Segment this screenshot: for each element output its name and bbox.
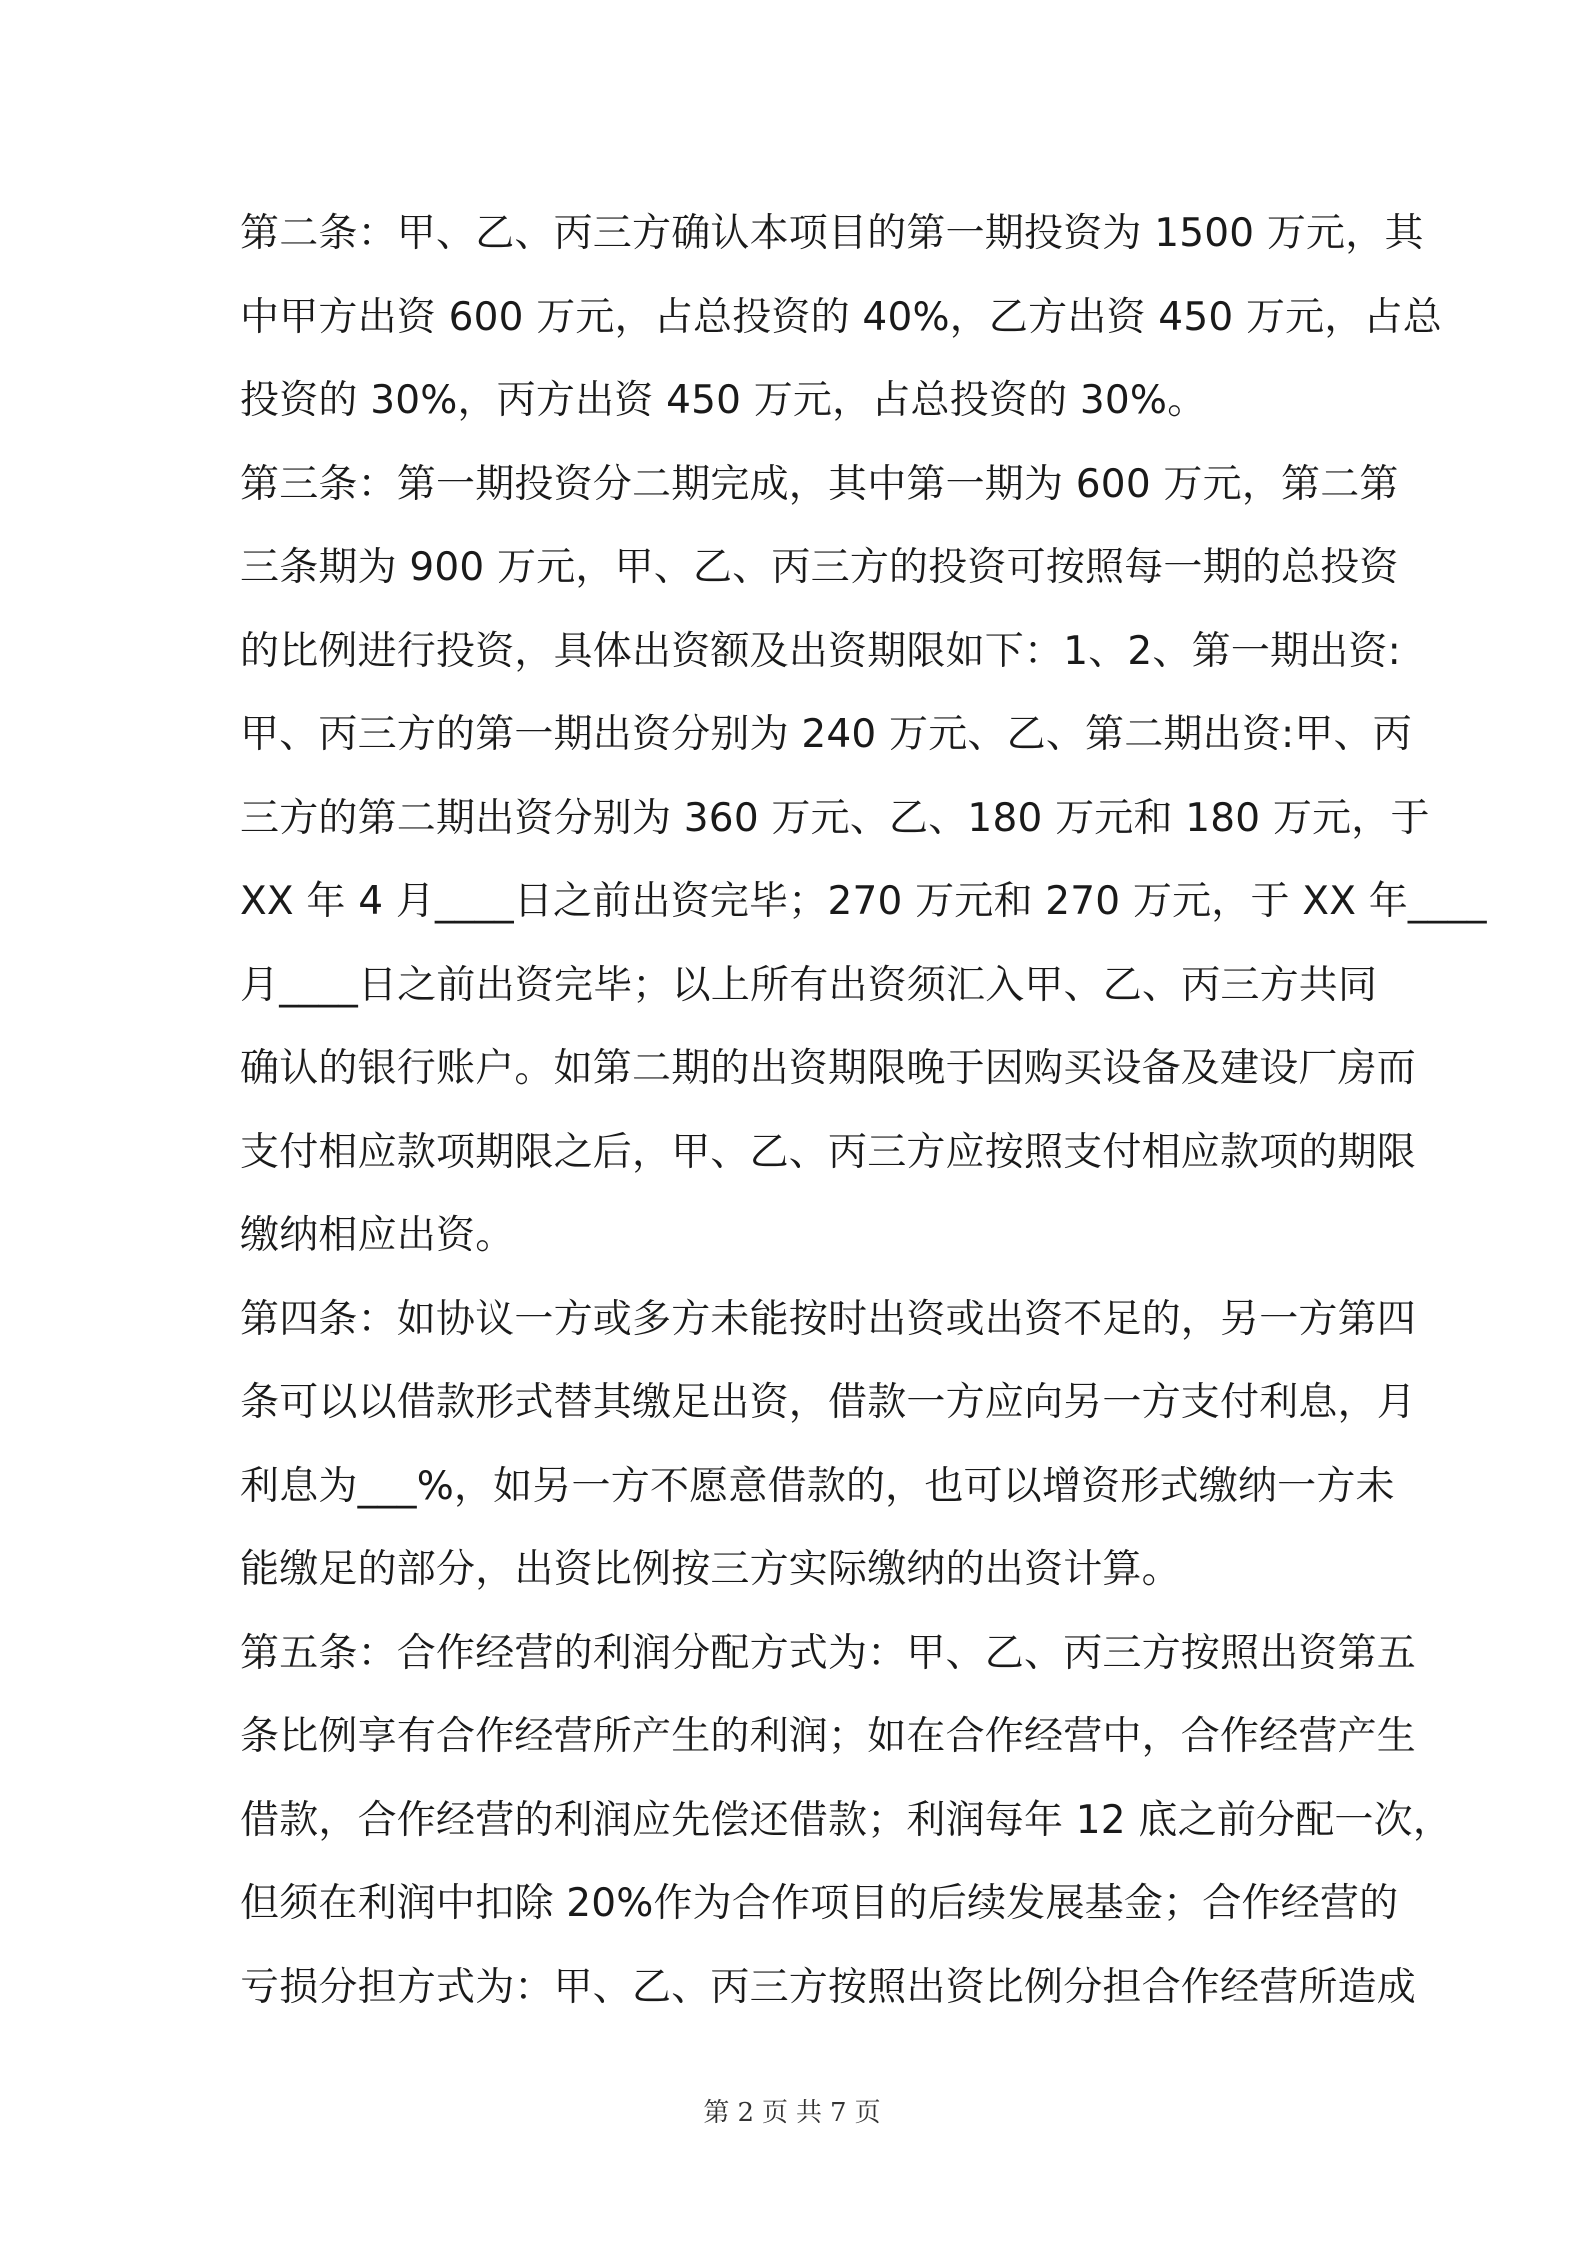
text-line: 亏损分担方式为：甲、乙、丙三方按照出资比例分担合作经营所造成 <box>240 1964 1417 2010</box>
footer-total-word: 共 <box>796 2098 825 2128</box>
text-line: 第二条：甲、乙、丙三方确认本项目的第一期投资为 1500 万元，其 <box>240 211 1424 256</box>
text-line: 第三条：第一期投资分二期完成，其中第一期为 600 万元，第二第 <box>240 461 1399 507</box>
text-line: 第五条：合作经营的利润分配方式为：甲、乙、丙三方按照出资第五 <box>240 1630 1417 1676</box>
page-footer <box>0 2092 1586 2129</box>
footer-current-page: 2 <box>737 2098 756 2128</box>
text-line: 投资的 30%，丙方出资 450 万元，占总投资的 30%。 <box>240 378 1207 423</box>
text-line: 三条期为 900 万元，甲、乙、丙三方的投资可按照每一期的总投资 <box>240 545 1399 590</box>
text-line: 确认的银行账户。如第二期的出资期限晚于因购买设备及建设厂房而 <box>240 1046 1417 1091</box>
footer-prefix: 第 <box>703 2098 732 2128</box>
text-line: 支付相应款项期限之后，甲、乙、丙三方应按照支付相应款项的期限 <box>240 1129 1417 1175</box>
text-line: 缴纳相应出资。 <box>240 1213 515 1258</box>
text-line: 利息为___%，如另一方不愿意借款的，也可以增资形式缴纳一方未 <box>240 1463 1395 1509</box>
text-line: 但须在利润中扣除 20%作为合作项目的后续发展基金；合作经营的 <box>240 1881 1399 1926</box>
text-line: 三方的第二期出资分别为 360 万元、乙、180 万元和 180 万元，于 <box>240 795 1430 841</box>
document-body <box>240 192 1487 2029</box>
text-line: XX 年 4 月____日之前出资完毕；270 万元和 270 万元，于 XX 年____ <box>240 879 1487 924</box>
footer-page-word: 页 <box>761 2098 790 2128</box>
text-line: 的比例进行投资，具体出资额及出资期限如下：1、2、第一期出资: <box>240 628 1401 674</box>
footer-suffix: 页 <box>854 2098 883 2128</box>
text-line: 条比例享有合作经营所产生的利润；如在合作经营中，合作经营产生 <box>240 1714 1417 1759</box>
text-line: 月____日之前出资完毕；以上所有出资须汇入甲、乙、丙三方共同 <box>240 962 1378 1008</box>
text-line: 第四条：如协议一方或多方未能按时出资或出资不足的，另一方第四 <box>240 1296 1417 1342</box>
text-line: 甲、丙三方的第一期出资分别为 240 万元、乙、第二期出资:甲、丙 <box>240 712 1412 757</box>
text-line: 能缴足的部分，出资比例按三方实际缴纳的出资计算。 <box>240 1547 1181 1592</box>
text-line: 条可以以借款形式替其缴足出资，借款一方应向另一方支付利息，月 <box>240 1380 1417 1425</box>
footer-total-pages: 7 <box>830 2098 849 2128</box>
text-line: 中甲方出资 600 万元，占总投资的 40%，乙方出资 450 万元，占总 <box>240 294 1442 340</box>
text-line: 借款，合作经营的利润应先偿还借款；利润每年 12 底之前分配一次， <box>240 1797 1453 1843</box>
